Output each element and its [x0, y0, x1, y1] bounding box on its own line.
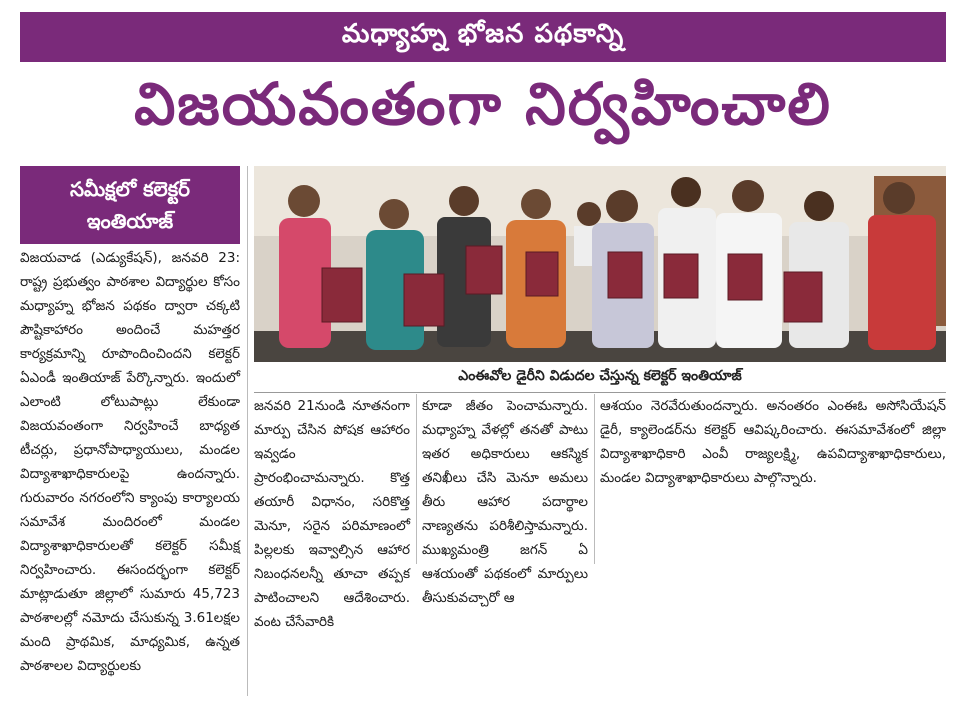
article-text-4: ఆశయం నెరవేరుతుందన్నారు. అనంతరం ఎంఈఓ అసోసియేషన్ డైరీ, క్యాలెండర్‌ను కలెక్టర్ ఆవిష్కరించారు. ఈసమావేశంలో జిల్లా విద్యాశాఖాధికారి ఎంవీ రాజ్యలక్ష్మి, ఉపవిద్యాశాఖాధికారులు, మండల విద్యాశాఖాధికారులు పాల్గొన్నారు. [600, 398, 946, 486]
article-column-3 [422, 394, 588, 606]
photo-illustration [254, 166, 946, 362]
kicker-banner: మధ్యాహ్న భోజన పథకాన్ని [20, 12, 946, 62]
news-photo [254, 166, 946, 362]
headline: విజయవంతంగా నిర్వహించాలి [134, 69, 832, 138]
article-column-1 [20, 246, 240, 696]
article-text-3: కూడా జీతం పెంచామన్నారు. మధ్యాహ్న వేళల్లో తనతో పాటు ఇతర అధికారులు ఆకస్మిక తనిఖీలు చేసి మెనూ అమలు తీరు ఆహార పదార్థాల నాణ్యతను పరిశీలిస్తామన్నారు. ముఖ్యమంత్రి జగన్ ఏ ఆశయంతో పథకంలో మార్పులు తీసుకువచ్చారో ఆ [422, 398, 588, 606]
article-column-2 [254, 394, 410, 630]
subhead-box [20, 166, 240, 244]
subhead-line2: ఇంతియాజ్ [86, 209, 174, 233]
photo-caption: ఎంఈవోల డైరీని విడుదల చేస్తున్న కలెక్టర్ ఇంతియాజ్ [254, 362, 946, 393]
column-divider [416, 394, 417, 564]
article-text-1: విజయవాడ (ఎడ్యుకేషన్), జనవరి 23: రాష్ట్ర ప్రభుత్వం పాఠశాల విద్యార్థుల కోసం మధ్యాహ్న భోజన పథకం ద్వారా చక్కటి పౌష్టికాహారం అందించే మహత్తర కార్యక్రమాన్ని రూపొందించిందని కలెక్టర్ ఏఎండీ ఇంతియాజ్ పేర్కొన్నారు. ఇందులో ఎలాంటి లోటుపాట్లు లేకుండా విజయవంతంగా నిర్వహించే బాధ్యత టీచర్లు, ప్రధానోపాధ్యాయులు, మండల విద్యాశాఖాధికారులపై ఉందన్నారు. గురువారం నగరంలోని క్యాంపు కార్యాలయ సమావేశ మందిరంలో మండల విద్యాశాఖాధికారులతో కలెక్టర్ సమీక్ష నిర్వహించారు. ఈసందర్భంగా కలెక్టర్ మాట్లాడుతూ జిల్లాలో సుమారు 45,723 పాఠశాలల్లో నమోదు చేసుకున్న 3.61లక్షల మంది ప్రాథమిక, మాధ్యమిక, ఉన్నత పాఠశాలల విద్యార్థులకు [20, 250, 240, 674]
article-text-2: జనవరి 21నుండి నూతనంగా మార్పు చేసిన పోషక ఆహారం ఇవ్వడం ప్రారంభించామన్నారు. కొత్త తయారీ విధానం, సరికొత్త మెనూ, సరైన పరిమాణంలో పిల్లలకు ఇవ్వాల్సిన ఆహార నిబంధనలన్నీ తూచా తప్పక పాటించాలని ఆదేశించారు. వంట చేసేవారికి [254, 398, 410, 630]
article-column-4 [600, 394, 946, 564]
subhead-line1: సమీక్షలో కలెక్టర్ [69, 177, 191, 201]
column-divider [594, 394, 595, 564]
column-divider [247, 166, 248, 696]
